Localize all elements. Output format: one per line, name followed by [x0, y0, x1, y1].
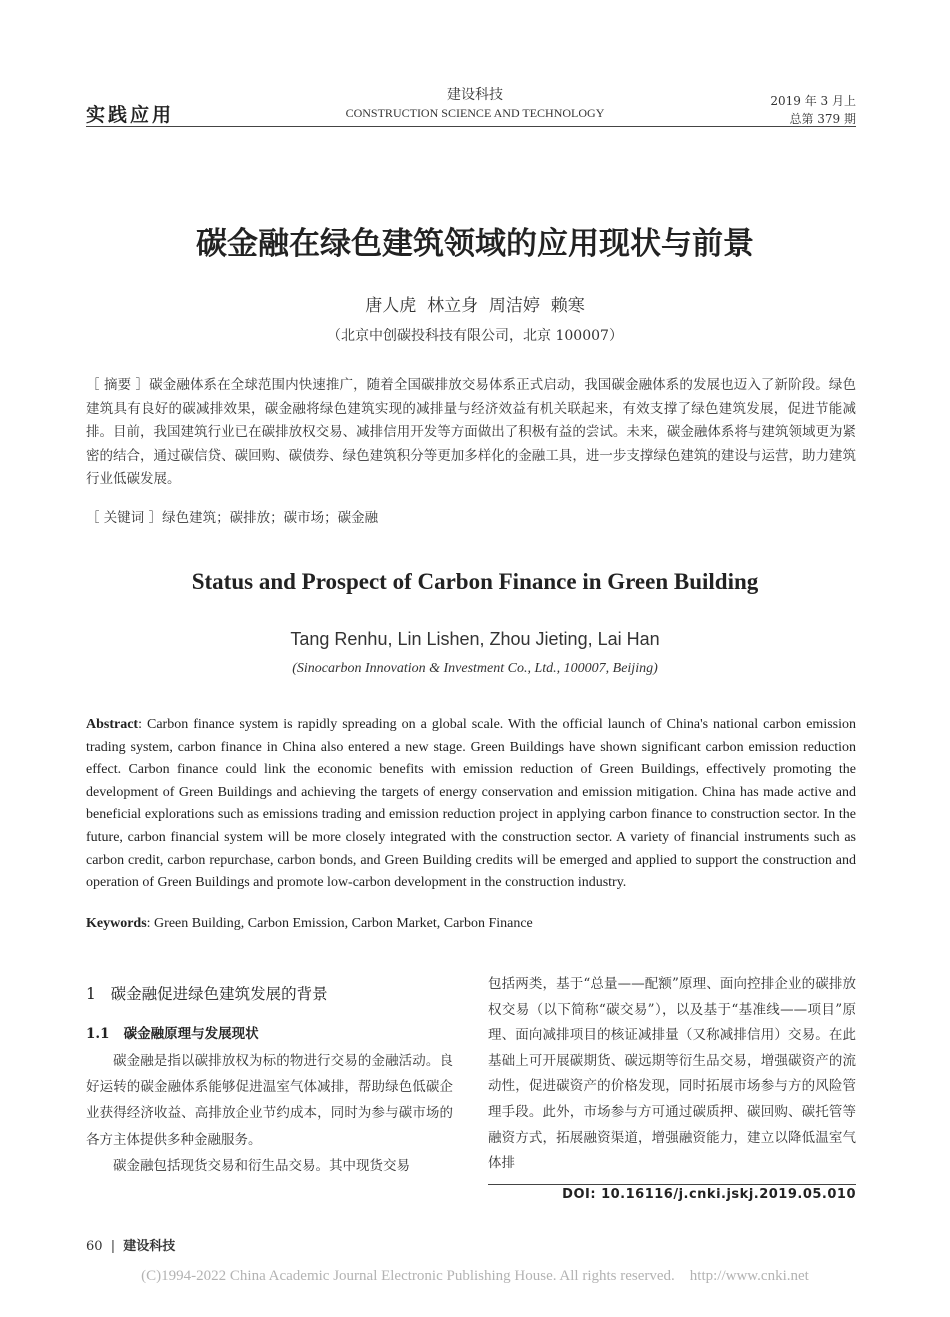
- keywords-cn: [86, 506, 856, 526]
- article-title-cn: 碳金融在绿色建筑领域的应用现状与前景: [196, 226, 754, 262]
- keywords-en: [86, 916, 856, 932]
- journal-name-en: CONSTRUCTION SCIENCE AND TECHNOLOGY: [345, 106, 605, 120]
- footer-separator: |: [110, 1239, 116, 1254]
- page-number: 60: [86, 1239, 103, 1254]
- issue-date: 2019 年 3 月上: [770, 94, 856, 108]
- article-title-en: Status and Prospect of Carbon Finance in Green Building: [191, 569, 759, 594]
- keywords-en-text: : Green Building, Carbon Emission, Carbon Market, Carbon Finance: [146, 916, 533, 931]
- doi: DOI: 10.16116/j.cnki.jskj.2019.05.010: [562, 1187, 856, 1202]
- body-paragraph: 包括两类，基于“总量——配额”原理、面向控排企业的碳排放权交易（以下简称“碳交易”），以及基于“基准线——项目”原理、面向减排项目的核证减排量（又称减排信用）交易。在此基础上可开展碳期货、碳远期等衍生品交易，增强碳资产的流动性，促进碳资产的价格发现，同时拓展市场参与方的风险管理手段。此外，市场参与方可通过碳质押、碳回购、碳托管等融资方式，拓展融资渠道，增强融资能力，建立以降低温室气体排: [488, 976, 856, 1172]
- footer-journal: 建设科技: [123, 1239, 176, 1254]
- body-right-column: [488, 972, 856, 1177]
- affiliation-cn: （北京中创碳投科技有限公司，北京 100007）: [327, 328, 623, 344]
- abstract-en-text: : Carbon finance system is rapidly spreading on a global scale. With the official launch of China's national carbon emission trading system, carbon finance in China also entered a new stage. Green Buildings have shown significant carbon emission reduction effect. Carbon finance could link the economic benefits with emission reduction of Green Buildings, effectively promoting the development of Green Buildings and achieving the targets of energy conservation and emission mitigation. China has made active and beneficial explorations such as emissions trading and emission reduction project in applying carbon finance to construction sector. In the future, carbon financial system will be more closely integrated with the construction sector. A variety of financial instruments such as carbon credit, carbon repurchase, carbon bonds, and Green Building credits will be emerged and applied to support the construction and operation of Green Buildings and promote low-carbon development in the construction industry.: [86, 717, 856, 891]
- section-label: 实践应用: [86, 104, 175, 126]
- journal-name-cn: 建设科技: [447, 87, 503, 103]
- affiliation-en: (Sinocarbon Innovation & Investment Co., Ltd., 100007, Beijing): [292, 661, 658, 676]
- copyright-watermark: (C)1994-2022 China Academic Journal Electronic Publishing House. All rights reserved. http://www.cnki.net: [141, 1268, 809, 1284]
- doi-divider: [488, 1184, 856, 1185]
- section-heading: 1 碳金融促进绿色建筑发展的背景: [86, 985, 328, 1003]
- abstract-cn: [86, 374, 856, 492]
- authors-cn: 唐人虎 林立身 周洁婷 赖寒: [365, 296, 585, 316]
- keywords-cn-text: 绿色建筑；碳排放；碳市场；碳金融: [162, 510, 379, 526]
- page-footer: [86, 1235, 175, 1254]
- authors-en: Tang Renhu, Lin Lishen, Zhou Jieting, Lai Han: [290, 629, 660, 649]
- abstract-cn-text: 碳金融体系在全球范围内快速推广，随着全国碳排放交易体系正式启动，我国碳金融体系的发展也迈入了新阶段。绿色建筑具有良好的碳减排效果，碳金融将绿色建筑实现的减排量与经济效益有机关联起来，有效支撑了绿色建筑发展，促进节能减排。目前，我国建筑行业已在碳排放权交易、减排信用开发等方面做出了积极有益的尝试。未来，碳金融体系将与建筑领域更为紧密的结合，通过碳信贷、碳回购、碳债券、绿色建筑积分等更加多样化的金融工具，进一步支撑绿色建筑的建设与运营，助力建筑行业低碳发展。: [86, 377, 856, 487]
- issue-info: [740, 92, 856, 128]
- abstract-en-label: Abstract: [86, 717, 139, 732]
- header-divider: [86, 126, 856, 127]
- body-paragraph: 碳金融包括现货交易和衍生品交易。其中现货交易: [113, 1157, 410, 1174]
- abstract-cn-label: ［ 摘要 ］: [86, 377, 150, 393]
- issue-number: 总第 379 期: [789, 112, 856, 126]
- abstract-en: [86, 714, 856, 895]
- keywords-en-label: Keywords: [86, 916, 147, 931]
- subsection-heading: 1.1 碳金融原理与发展现状: [86, 1026, 259, 1042]
- body-paragraph: 碳金融是指以碳排放权为标的物进行交易的金融活动。良好运转的碳金融体系能够促进温室气体减排，帮助绿色低碳企业获得经济收益、高排放企业节约成本，同时为参与碳市场的各方主体提供多种金融服务。: [86, 1053, 453, 1148]
- keywords-cn-label: ［ 关键词 ］: [86, 510, 163, 526]
- body-left-column: [86, 1048, 453, 1179]
